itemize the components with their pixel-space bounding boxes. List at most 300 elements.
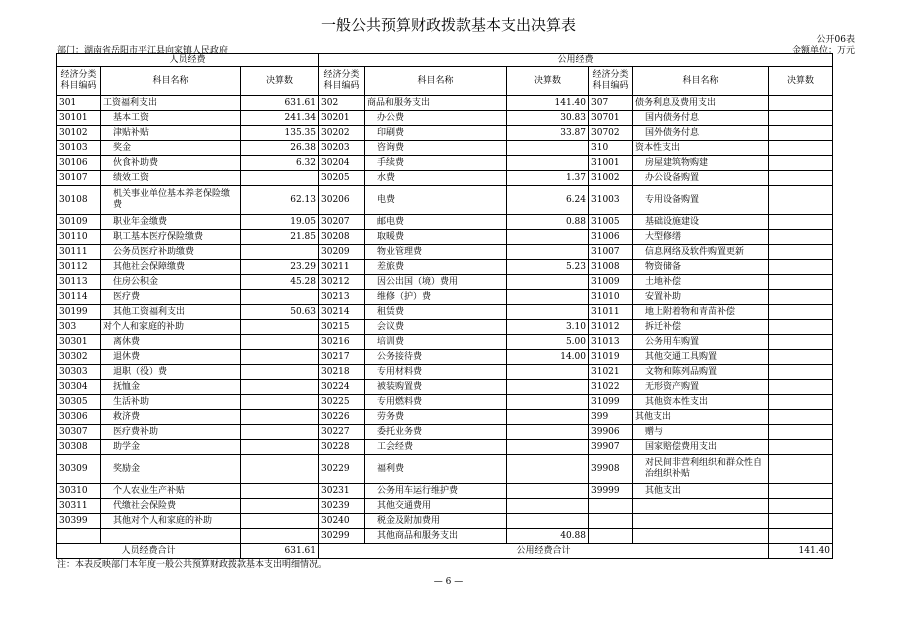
name-cell: 工会经费 bbox=[365, 440, 507, 455]
name-cell: 助学金 bbox=[101, 440, 241, 455]
col-header-name: 科目名称 bbox=[633, 67, 769, 96]
code-cell: 30206 bbox=[319, 186, 365, 215]
name-cell: 公务用车购置 bbox=[633, 335, 769, 350]
code-cell: 30309 bbox=[57, 455, 101, 484]
code-cell: 31021 bbox=[589, 365, 633, 380]
amount-cell bbox=[769, 171, 833, 186]
name-cell: 救济费 bbox=[101, 410, 241, 425]
name-cell: 拆迁补偿 bbox=[633, 320, 769, 335]
code-cell: 303 bbox=[57, 320, 101, 335]
amount-cell bbox=[241, 350, 319, 365]
amount-cell bbox=[507, 156, 589, 171]
name-cell bbox=[633, 529, 769, 544]
name-cell: 房屋建筑物购建 bbox=[633, 156, 769, 171]
amount-cell: 23.29 bbox=[241, 260, 319, 275]
code-cell: 39999 bbox=[589, 484, 633, 499]
code-cell: 30240 bbox=[319, 514, 365, 529]
code-cell: 31010 bbox=[589, 290, 633, 305]
name-cell: 印刷费 bbox=[365, 126, 507, 141]
table-row bbox=[57, 320, 833, 335]
name-cell: 公务用车运行维护费 bbox=[365, 484, 507, 499]
code-cell: 30207 bbox=[319, 215, 365, 230]
name-cell: 国内债务付息 bbox=[633, 111, 769, 126]
amount-cell: 6.24 bbox=[507, 186, 589, 215]
code-cell: 301 bbox=[57, 96, 101, 111]
name-cell: 其他对个人和家庭的补助 bbox=[101, 514, 241, 529]
code-cell: 30216 bbox=[319, 335, 365, 350]
table-row bbox=[57, 186, 833, 215]
amount-cell bbox=[241, 245, 319, 260]
amount-cell: 135.35 bbox=[241, 126, 319, 141]
amount-cell bbox=[769, 156, 833, 171]
amount-cell bbox=[507, 365, 589, 380]
name-cell: 商品和服务支出 bbox=[365, 96, 507, 111]
table-row bbox=[57, 425, 833, 440]
amount-cell: 30.83 bbox=[507, 111, 589, 126]
amount-cell bbox=[241, 440, 319, 455]
name-cell: 咨询费 bbox=[365, 141, 507, 156]
name-cell: 电费 bbox=[365, 186, 507, 215]
amount-cell bbox=[769, 410, 833, 425]
amount-cell: 631.61 bbox=[241, 96, 319, 111]
amount-cell: 5.23 bbox=[507, 260, 589, 275]
code-cell: 30108 bbox=[57, 186, 101, 215]
code-cell: 31019 bbox=[589, 350, 633, 365]
footnote: 注：本表反映部门本年度一般公共预算财政拨款基本支出明细情况。 bbox=[57, 560, 328, 570]
amount-cell: 33.87 bbox=[507, 126, 589, 141]
code-cell: 31099 bbox=[589, 395, 633, 410]
amount-cell: 141.40 bbox=[507, 96, 589, 111]
amount-cell bbox=[507, 484, 589, 499]
name-cell: 债务利息及费用支出 bbox=[633, 96, 769, 111]
group-header-public: 公用经费 bbox=[319, 54, 833, 67]
name-cell: 取暖费 bbox=[365, 230, 507, 245]
table-row bbox=[57, 455, 833, 484]
amount-cell: 62.13 bbox=[241, 186, 319, 215]
amount-cell bbox=[241, 320, 319, 335]
code-cell: 39907 bbox=[589, 440, 633, 455]
amount-cell bbox=[769, 141, 833, 156]
amount-cell bbox=[769, 395, 833, 410]
name-cell: 其他商品和服务支出 bbox=[365, 529, 507, 544]
code-cell: 30106 bbox=[57, 156, 101, 171]
name-cell: 公务接待费 bbox=[365, 350, 507, 365]
table-row bbox=[57, 245, 833, 260]
amount-cell bbox=[241, 484, 319, 499]
name-cell: 其他社会保障缴费 bbox=[101, 260, 241, 275]
amount-cell bbox=[507, 141, 589, 156]
unit-label: 金额单位：万元 bbox=[791, 46, 855, 56]
name-cell: 离休费 bbox=[101, 335, 241, 350]
code-cell: 31005 bbox=[589, 215, 633, 230]
table-row bbox=[57, 395, 833, 410]
table-row bbox=[57, 230, 833, 245]
code-cell: 31006 bbox=[589, 230, 633, 245]
code-cell: 30399 bbox=[57, 514, 101, 529]
code-cell: 30102 bbox=[57, 126, 101, 141]
amount-cell bbox=[507, 380, 589, 395]
code-cell: 30215 bbox=[319, 320, 365, 335]
name-cell: 资本性支出 bbox=[633, 141, 769, 156]
table-row bbox=[57, 410, 833, 425]
table-row bbox=[57, 215, 833, 230]
amount-cell bbox=[769, 350, 833, 365]
amount-cell bbox=[507, 275, 589, 290]
name-cell: 绩效工资 bbox=[101, 171, 241, 186]
name-cell: 其他支出 bbox=[633, 484, 769, 499]
table-row bbox=[57, 156, 833, 171]
name-cell: 住房公积金 bbox=[101, 275, 241, 290]
name-cell: 医疗费补助 bbox=[101, 425, 241, 440]
code-cell: 39908 bbox=[589, 455, 633, 484]
name-cell: 国外债务付息 bbox=[633, 126, 769, 141]
name-cell: 公务员医疗补助缴费 bbox=[101, 245, 241, 260]
code-cell: 30111 bbox=[57, 245, 101, 260]
name-cell: 奖励金 bbox=[101, 455, 241, 484]
code-cell: 30209 bbox=[319, 245, 365, 260]
name-cell: 工资福利支出 bbox=[101, 96, 241, 111]
code-cell: 30208 bbox=[319, 230, 365, 245]
expenditure-table bbox=[56, 53, 833, 559]
code-cell: 31007 bbox=[589, 245, 633, 260]
table-row bbox=[57, 350, 833, 365]
table-row bbox=[57, 111, 833, 126]
name-cell: 对民间非营利组织和群众性自治组织补贴 bbox=[633, 455, 769, 484]
code-cell: 30114 bbox=[57, 290, 101, 305]
amount-cell bbox=[769, 455, 833, 484]
code-cell: 31022 bbox=[589, 380, 633, 395]
amount-cell bbox=[769, 320, 833, 335]
name-cell: 租赁费 bbox=[365, 305, 507, 320]
public-total-value: 141.40 bbox=[769, 544, 833, 559]
amount-cell: 19.05 bbox=[241, 215, 319, 230]
amount-cell bbox=[769, 440, 833, 455]
code-cell: 30226 bbox=[319, 410, 365, 425]
code-cell: 30306 bbox=[57, 410, 101, 425]
name-cell: 专用燃料费 bbox=[365, 395, 507, 410]
code-cell bbox=[589, 514, 633, 529]
amount-cell bbox=[507, 410, 589, 425]
amount-cell bbox=[507, 499, 589, 514]
amount-cell bbox=[241, 425, 319, 440]
code-cell: 30203 bbox=[319, 141, 365, 156]
amount-cell bbox=[769, 96, 833, 111]
amount-cell: 1.37 bbox=[507, 171, 589, 186]
amount-cell: 26.38 bbox=[241, 141, 319, 156]
table-row bbox=[57, 440, 833, 455]
name-cell: 邮电费 bbox=[365, 215, 507, 230]
amount-cell: 40.88 bbox=[507, 529, 589, 544]
col-header-name: 科目名称 bbox=[101, 67, 241, 96]
name-cell: 信息网络及软件购置更新 bbox=[633, 245, 769, 260]
table-row bbox=[57, 126, 833, 141]
code-cell: 30311 bbox=[57, 499, 101, 514]
code-cell: 30107 bbox=[57, 171, 101, 186]
code-cell: 30212 bbox=[319, 275, 365, 290]
name-cell: 差旅费 bbox=[365, 260, 507, 275]
code-cell: 30110 bbox=[57, 230, 101, 245]
name-cell: 文物和陈列品购置 bbox=[633, 365, 769, 380]
code-cell: 30211 bbox=[319, 260, 365, 275]
amount-cell bbox=[241, 171, 319, 186]
code-cell: 30304 bbox=[57, 380, 101, 395]
amount-cell bbox=[241, 290, 319, 305]
name-cell: 地上附着物和青苗补偿 bbox=[633, 305, 769, 320]
name-cell: 大型修缮 bbox=[633, 230, 769, 245]
name-cell: 维修（护）费 bbox=[365, 290, 507, 305]
amount-cell bbox=[507, 245, 589, 260]
code-cell: 30101 bbox=[57, 111, 101, 126]
name-cell: 专用设备购置 bbox=[633, 186, 769, 215]
amount-cell bbox=[507, 440, 589, 455]
code-cell: 31013 bbox=[589, 335, 633, 350]
amount-cell: 45.28 bbox=[241, 275, 319, 290]
amount-cell bbox=[507, 290, 589, 305]
name-cell: 基础设施建设 bbox=[633, 215, 769, 230]
code-cell: 30109 bbox=[57, 215, 101, 230]
table-row bbox=[57, 499, 833, 514]
page-title: 一般公共预算财政拨款基本支出决算表 bbox=[320, 16, 576, 34]
table-row bbox=[57, 365, 833, 380]
name-cell: 水费 bbox=[365, 171, 507, 186]
code-cell: 31012 bbox=[589, 320, 633, 335]
amount-cell bbox=[507, 305, 589, 320]
code-cell: 30227 bbox=[319, 425, 365, 440]
name-cell: 物业管理费 bbox=[365, 245, 507, 260]
code-cell: 30299 bbox=[319, 529, 365, 544]
name-cell: 劳务费 bbox=[365, 410, 507, 425]
name-cell bbox=[101, 529, 241, 544]
name-cell: 退休费 bbox=[101, 350, 241, 365]
name-cell: 津贴补贴 bbox=[101, 126, 241, 141]
code-cell: 30229 bbox=[319, 455, 365, 484]
col-header-code: 经济分类科目编码 bbox=[589, 67, 633, 96]
amount-cell bbox=[769, 529, 833, 544]
name-cell: 会议费 bbox=[365, 320, 507, 335]
code-cell: 30305 bbox=[57, 395, 101, 410]
code-cell: 30217 bbox=[319, 350, 365, 365]
name-cell: 其他工资福利支出 bbox=[101, 305, 241, 320]
col-header-code: 经济分类科目编码 bbox=[57, 67, 101, 96]
amount-cell bbox=[507, 230, 589, 245]
code-cell: 30218 bbox=[319, 365, 365, 380]
name-cell: 其他支出 bbox=[633, 410, 769, 425]
name-cell: 机关事业单位基本养老保险缴费 bbox=[101, 186, 241, 215]
amount-cell bbox=[769, 230, 833, 245]
name-cell: 其他交通工具购置 bbox=[633, 350, 769, 365]
amount-cell: 6.32 bbox=[241, 156, 319, 171]
amount-cell bbox=[769, 514, 833, 529]
code-cell: 30228 bbox=[319, 440, 365, 455]
code-cell: 30302 bbox=[57, 350, 101, 365]
name-cell: 物资储备 bbox=[633, 260, 769, 275]
amount-cell bbox=[769, 335, 833, 350]
amount-cell: 21.85 bbox=[241, 230, 319, 245]
code-cell: 30205 bbox=[319, 171, 365, 186]
name-cell: 办公设备购置 bbox=[633, 171, 769, 186]
amount-cell: 241.34 bbox=[241, 111, 319, 126]
name-cell bbox=[633, 499, 769, 514]
code-cell bbox=[589, 499, 633, 514]
department-label: 部门：湖南省岳阳市平江县向家镇人民政府 bbox=[57, 46, 229, 56]
name-cell: 医疗费 bbox=[101, 290, 241, 305]
group-header-row bbox=[57, 54, 833, 67]
code-cell: 399 bbox=[589, 410, 633, 425]
amount-cell bbox=[507, 514, 589, 529]
name-cell: 基本工资 bbox=[101, 111, 241, 126]
name-cell: 因公出国（境）费用 bbox=[365, 275, 507, 290]
name-cell: 培训费 bbox=[365, 335, 507, 350]
personnel-total-label: 人员经费合计 bbox=[57, 544, 241, 559]
amount-cell bbox=[769, 126, 833, 141]
code-cell bbox=[57, 529, 101, 544]
amount-cell bbox=[241, 529, 319, 544]
amount-cell: 3.10 bbox=[507, 320, 589, 335]
code-cell: 31003 bbox=[589, 186, 633, 215]
name-cell: 办公费 bbox=[365, 111, 507, 126]
name-cell: 福利费 bbox=[365, 455, 507, 484]
name-cell: 其他交通费用 bbox=[365, 499, 507, 514]
col-header-amount: 决算数 bbox=[769, 67, 833, 96]
table-row bbox=[57, 260, 833, 275]
amount-cell bbox=[507, 425, 589, 440]
code-cell: 30308 bbox=[57, 440, 101, 455]
col-header-amount: 决算数 bbox=[241, 67, 319, 96]
code-cell: 302 bbox=[319, 96, 365, 111]
amount-cell bbox=[769, 245, 833, 260]
code-cell: 31002 bbox=[589, 171, 633, 186]
code-cell: 30103 bbox=[57, 141, 101, 156]
col-header-name: 科目名称 bbox=[365, 67, 507, 96]
code-cell: 30224 bbox=[319, 380, 365, 395]
name-cell: 代缴社会保险费 bbox=[101, 499, 241, 514]
amount-cell bbox=[769, 425, 833, 440]
amount-cell: 14.00 bbox=[507, 350, 589, 365]
amount-cell bbox=[769, 365, 833, 380]
code-cell: 30204 bbox=[319, 156, 365, 171]
amount-cell bbox=[241, 499, 319, 514]
table-row bbox=[57, 141, 833, 156]
code-cell: 30303 bbox=[57, 365, 101, 380]
code-cell: 30201 bbox=[319, 111, 365, 126]
amount-cell: 50.63 bbox=[241, 305, 319, 320]
table-row bbox=[57, 380, 833, 395]
amount-cell: 0.88 bbox=[507, 215, 589, 230]
amount-cell bbox=[241, 335, 319, 350]
table-row bbox=[57, 514, 833, 529]
name-cell: 奖金 bbox=[101, 141, 241, 156]
code-cell: 30701 bbox=[589, 111, 633, 126]
amount-cell bbox=[241, 410, 319, 425]
name-cell: 对个人和家庭的补助 bbox=[101, 320, 241, 335]
name-cell: 土地补偿 bbox=[633, 275, 769, 290]
amount-cell bbox=[241, 514, 319, 529]
code-cell: 30310 bbox=[57, 484, 101, 499]
name-cell: 个人农业生产补贴 bbox=[101, 484, 241, 499]
name-cell: 被装购置费 bbox=[365, 380, 507, 395]
name-cell: 安置补助 bbox=[633, 290, 769, 305]
code-cell: 30307 bbox=[57, 425, 101, 440]
amount-cell bbox=[241, 395, 319, 410]
name-cell: 职业年金缴费 bbox=[101, 215, 241, 230]
amount-cell bbox=[769, 111, 833, 126]
public-total-label: 公用经费合计 bbox=[319, 544, 769, 559]
amount-cell bbox=[769, 484, 833, 499]
name-cell bbox=[633, 514, 769, 529]
code-cell: 31008 bbox=[589, 260, 633, 275]
code-cell: 30202 bbox=[319, 126, 365, 141]
name-cell: 专用材料费 bbox=[365, 365, 507, 380]
code-cell: 30214 bbox=[319, 305, 365, 320]
amount-cell bbox=[769, 305, 833, 320]
column-header-row bbox=[57, 67, 833, 96]
name-cell: 委托业务费 bbox=[365, 425, 507, 440]
code-cell: 30301 bbox=[57, 335, 101, 350]
code-cell: 30199 bbox=[57, 305, 101, 320]
table-row bbox=[57, 171, 833, 186]
amount-cell bbox=[769, 215, 833, 230]
group-header-personnel: 人员经费 bbox=[57, 54, 319, 67]
amount-cell bbox=[769, 260, 833, 275]
table-row bbox=[57, 335, 833, 350]
amount-cell: 5.00 bbox=[507, 335, 589, 350]
amount-cell bbox=[769, 290, 833, 305]
name-cell: 退职（役）费 bbox=[101, 365, 241, 380]
code-cell bbox=[589, 529, 633, 544]
amount-cell bbox=[507, 395, 589, 410]
name-cell: 职工基本医疗保险缴费 bbox=[101, 230, 241, 245]
name-cell: 其他资本性支出 bbox=[633, 395, 769, 410]
code-cell: 30225 bbox=[319, 395, 365, 410]
code-cell: 39906 bbox=[589, 425, 633, 440]
page-number: — 6 — bbox=[433, 577, 464, 587]
amount-cell bbox=[769, 186, 833, 215]
name-cell: 生活补助 bbox=[101, 395, 241, 410]
name-cell: 手续费 bbox=[365, 156, 507, 171]
code-cell: 30213 bbox=[319, 290, 365, 305]
name-cell: 国家赔偿费用支出 bbox=[633, 440, 769, 455]
code-cell: 31011 bbox=[589, 305, 633, 320]
table-row bbox=[57, 484, 833, 499]
col-header-amount: 决算数 bbox=[507, 67, 589, 96]
table-row bbox=[57, 290, 833, 305]
name-cell: 抚恤金 bbox=[101, 380, 241, 395]
code-cell: 31001 bbox=[589, 156, 633, 171]
amount-cell bbox=[241, 380, 319, 395]
name-cell: 伙食补助费 bbox=[101, 156, 241, 171]
table-row bbox=[57, 275, 833, 290]
code-cell: 30239 bbox=[319, 499, 365, 514]
amount-cell bbox=[241, 455, 319, 484]
amount-cell bbox=[769, 380, 833, 395]
amount-cell bbox=[769, 499, 833, 514]
code-cell: 30231 bbox=[319, 484, 365, 499]
amount-cell bbox=[769, 275, 833, 290]
code-cell: 307 bbox=[589, 96, 633, 111]
code-cell: 30702 bbox=[589, 126, 633, 141]
amount-cell bbox=[241, 365, 319, 380]
col-header-code: 经济分类科目编码 bbox=[319, 67, 365, 96]
table-row bbox=[57, 529, 833, 544]
name-cell: 赠与 bbox=[633, 425, 769, 440]
code-cell: 30112 bbox=[57, 260, 101, 275]
table-code: 公开06表 bbox=[816, 35, 855, 45]
code-cell: 30113 bbox=[57, 275, 101, 290]
table-row bbox=[57, 305, 833, 320]
personnel-total-value: 631.61 bbox=[241, 544, 319, 559]
name-cell: 无形资产购置 bbox=[633, 380, 769, 395]
amount-cell bbox=[507, 455, 589, 484]
